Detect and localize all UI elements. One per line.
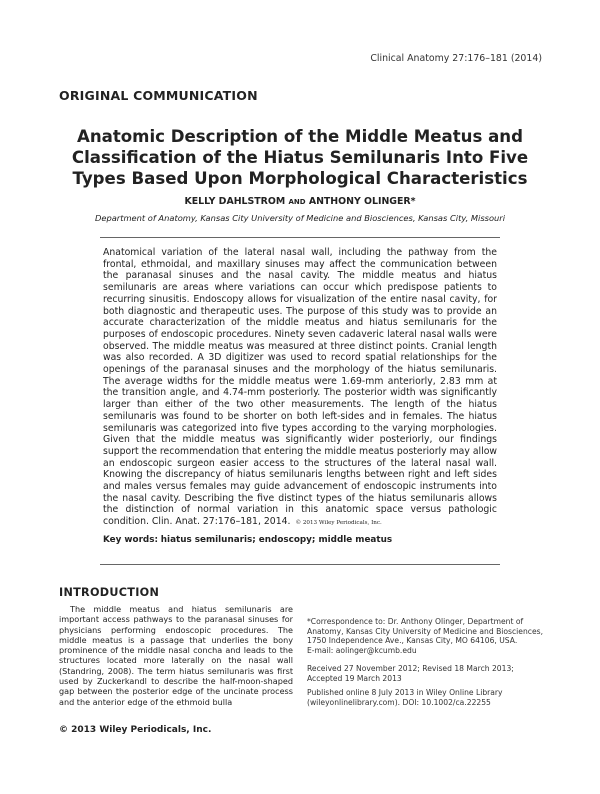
journal-citation: Clinical Anatomy 27:176–181 (2014) bbox=[370, 53, 542, 64]
correspondence-email: E-mail: aolinger@kcumb.edu bbox=[307, 646, 417, 656]
title-line-1: Anatomic Description of the Middle Meatus and bbox=[77, 127, 523, 146]
introduction-text: The middle meatus and hiatus semilunaris are important access pathways to the paranasal sinuses for physicians performing endoscopic procedures. The middle meatus is a passage that underlies the bony prominence of the middle nasal concha and leads to the structures located more laterally on the nasal wall (Standring, 2008). The term hiatus semilunaris was first used by Zuckerkandl to describe the half-moon-shaped gap between the posterior edge of the uncinate process and the anterior edge of the ethmoid bulla bbox=[59, 604, 293, 707]
abstract-bottom-rule bbox=[100, 564, 500, 565]
received-dates: Received 27 November 2012; Revised 18 March 2013; Accepted 19 March 2013 bbox=[307, 664, 514, 683]
title-line-2: Classification of the Hiatus Semilunaris Into Five bbox=[71, 148, 529, 167]
affiliation: Department of Anatomy, Kansas City University of Medicine and Biosciences, Kansas City, Missouri bbox=[94, 213, 506, 223]
title-line-3: Types Based Upon Morphological Characteristics bbox=[72, 169, 528, 188]
correspondence-text: *Correspondence to: Dr. Anthony Olinger, Department of Anatomy, Kansas City University of Medicine and Biosciences, 1750 Independence Ave., Kansas City, MO 64106, USA. bbox=[307, 617, 543, 646]
author-conjunction: AND bbox=[288, 198, 306, 206]
abstract-top-rule bbox=[100, 237, 500, 238]
keywords-label: Key words: bbox=[103, 535, 158, 545]
keywords bbox=[103, 535, 497, 545]
article-title bbox=[50, 126, 550, 189]
correspondence-note bbox=[307, 617, 543, 656]
abstract bbox=[103, 247, 497, 530]
footer-copyright: © 2013 Wiley Periodicals, Inc. bbox=[59, 725, 212, 735]
abstract-text: Anatomical variation of the lateral nasal wall, including the pathway from the frontal, ethmoidal, and maxillary sinuses may affect the communication between the paranasal sinuses and the nasal cavity. The middle meatus and hiatus semilunaris are areas where variations can occur which predispose patients to recurring sinusitis. Endoscopy allows for visualization of the entire nasal cavity, for both diagnostic and therapeutic uses. The purpose of this study was to provide an accurate characterization of the middle meatus and hiatus semilunaris for the purposes of endoscopic procedures. Ninety seven cadaveric lateral nasal walls were observed. The middle meatus was measured at three distinct points. Cranial length was also recorded. A 3D digitizer was used to record spatial relationships for the openings of the paranasal sinuses and the morphology of the hiatus semilunaris. The average widths for the middle meatus were 1.69-mm anteriorly, 2.83 mm at the transition angle, and 4.74-mm posteriorly. The posterior width was significantly larger than either of the two other measurements. The length of the hiatus semilunaris was found to be shorter on both left-sides and in females. The hiatus semilunaris was categorized into five types according to the varying morphologies. Given that the middle meatus was significantly wider posteriorly, our findings support the recommendation that entering the middle meatus posteriorly may allow an endoscopic surgeon easier access to the structures of the lateral nasal wall. Knowing the discrepancy of hiatus semilunaris lengths between right and left sides and males versus females may guide advancement of endoscopic instruments into the nasal cavity. Describing the five distinct types of the hiatus semilunaris allows the distinction of normal variation in this anatomic space versus pathologic condition. Clin. Anat. 27:176–181, 2014. bbox=[103, 247, 497, 528]
publication-info: Published online 8 July 2013 in Wiley Online Library (wileyonlinelibrary.com). DOI: 10.1002/ca.22255 bbox=[307, 688, 503, 707]
section-label: ORIGINAL COMMUNICATION bbox=[59, 88, 258, 103]
author-list bbox=[50, 196, 550, 207]
abstract-copyright: © 2013 Wiley Periodicals, Inc. bbox=[295, 520, 382, 527]
introduction-heading: INTRODUCTION bbox=[59, 586, 160, 599]
author-name: KELLY DAHLSTROM bbox=[184, 196, 286, 207]
keywords-text: hiatus semilunaris; endoscopy; middle meatus bbox=[160, 535, 393, 545]
author-name: ANTHONY OLINGER* bbox=[308, 196, 416, 207]
